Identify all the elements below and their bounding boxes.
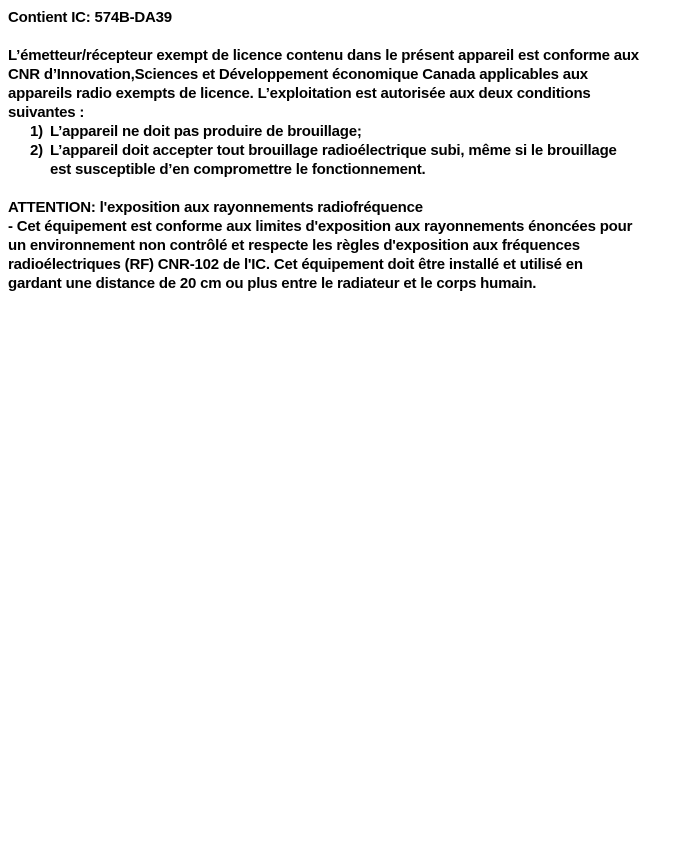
blank-line xyxy=(8,27,676,46)
condition-item-2 xyxy=(8,141,676,160)
blank-line xyxy=(8,179,676,198)
attention-paragraph-line-4: gardant une distance de 20 cm ou plus entre le radiateur et le corps humain. xyxy=(8,275,537,292)
condition-2-text: L’appareil doit accepter tout brouillage radioélectrique subi, même si le brouillage xyxy=(50,142,617,159)
contient-ic-line: Contient IC: 574B-DA39 xyxy=(8,9,172,26)
condition-item-1 xyxy=(8,122,676,141)
attention-paragraph-line-2: un environnement non contrôlé et respecte les règles d'exposition aux fréquences xyxy=(8,237,580,254)
condition-2-number: 2) xyxy=(30,142,43,159)
licence-paragraph-line-2: CNR d’Innovation,Sciences et Développement économique Canada applicables aux xyxy=(8,66,588,83)
attention-heading: ATTENTION: l'exposition aux rayonnements radiofréquence xyxy=(8,199,423,216)
condition-1-text: L’appareil ne doit pas produire de brouillage; xyxy=(50,123,362,140)
attention-paragraph-line-1: - Cet équipement est conforme aux limites d'exposition aux rayonnements énoncées pour xyxy=(8,218,633,235)
licence-paragraph-line-3: appareils radio exempts de licence. L’exploitation est autorisée aux deux conditions xyxy=(8,85,591,102)
licence-paragraph-line-4: suivantes : xyxy=(8,104,85,121)
attention-paragraph-line-3: radioélectriques (RF) CNR-102 de l'IC. Cet équipement doit être installé et utilisé en xyxy=(8,256,583,273)
licence-paragraph-line-1: L’émetteur/récepteur exempt de licence contenu dans le présent appareil est conforme aux xyxy=(8,47,639,64)
condition-1-number: 1) xyxy=(30,123,43,140)
condition-2-text-continuation: est susceptible d’en compromettre le fonctionnement. xyxy=(50,161,426,178)
regulatory-document xyxy=(0,0,684,301)
